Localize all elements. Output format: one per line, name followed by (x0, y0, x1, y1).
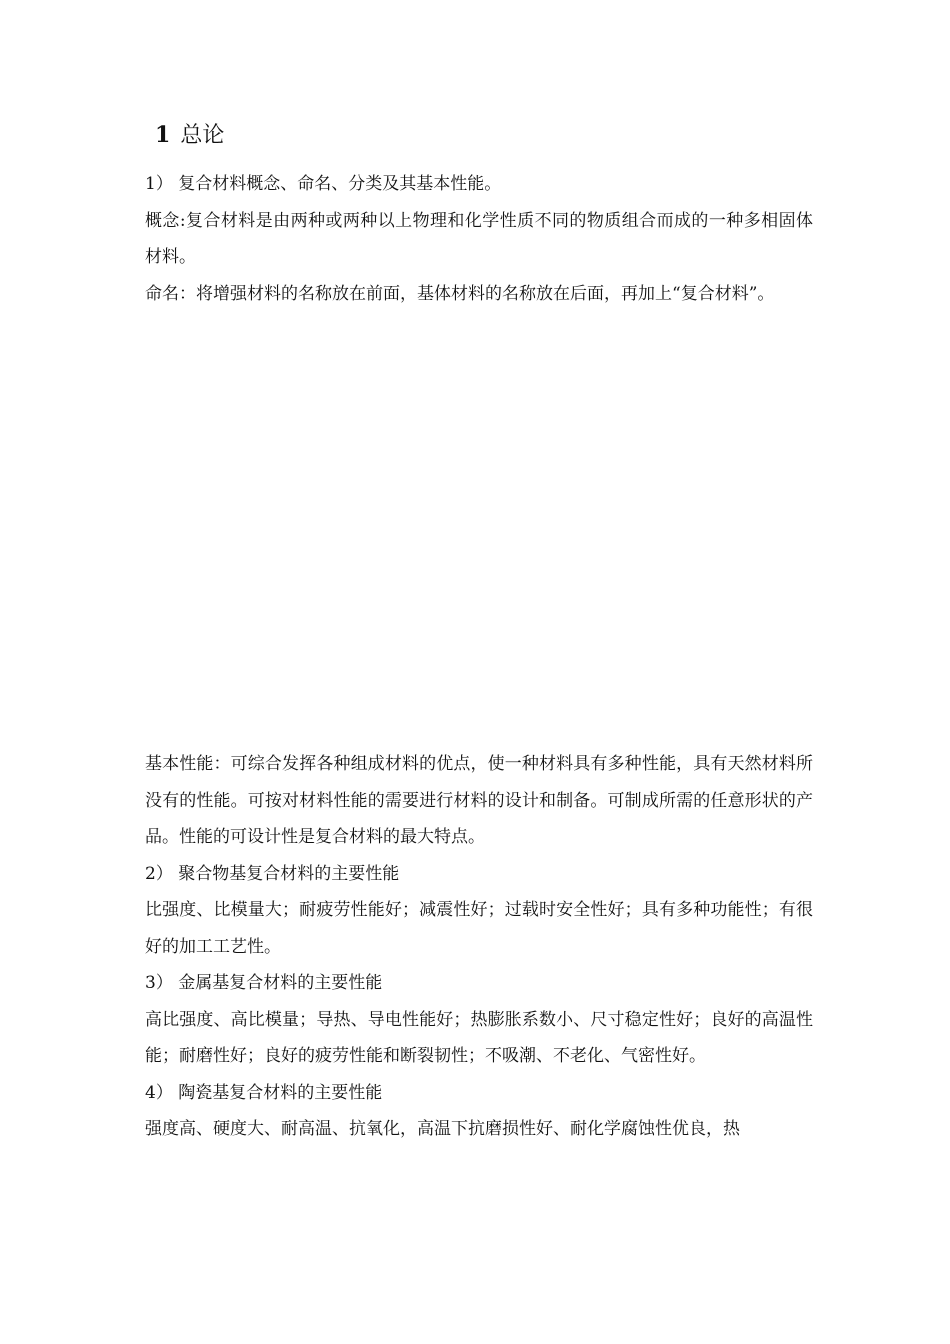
item-4-heading: 4） 陶瓷基复合材料的主要性能 (145, 1082, 383, 1103)
item-3-heading: 3） 金属基复合材料的主要性能 (145, 973, 383, 993)
section-title: 总论 (180, 123, 225, 148)
metal-properties-paragraph: 高比强度、高比模量；导热、导电性能好；热膨胀系数小、尺寸稳定性好；良好的高温性能；耐磨性好；良好的疲劳性能和断裂韧性；不吸潮、不老化、气密性好。 (145, 1009, 813, 1066)
basic-properties-paragraph: 基本性能：可综合发挥各种组成材料的优点，使一种材料具有多种性能，具有天然材料所没有的性能。可按对材料性能的需要进行材料的设计和制备。可制成所需的任意形状的产品。性能的可设计性是复合材料的最大特点。 (145, 754, 813, 847)
item-1-heading: 1） 复合材料概念、命名、分类及其基本性能。 (145, 174, 502, 194)
ceramic-properties-paragraph: 强度高、硬度大、耐高温、抗氧化，高温下抗磨损性好、耐化学腐蚀性优良，热 (145, 1119, 740, 1139)
polymer-properties-paragraph: 比强度、比模量大；耐疲劳性能好；减震性好；过载时安全性好；具有多种功能性；有很好的加工工艺性。 (145, 900, 813, 957)
top-text-block (145, 166, 813, 312)
concept-paragraph: 概念:复合材料是由两种或两种以上物理和化学性质不同的物质组合而成的一种多相固体材料。 (145, 210, 813, 267)
section-number: 1 (155, 122, 171, 148)
naming-paragraph: 命名：将增强材料的名称放在前面，基体材料的名称放在后面，再加上“复合材料”。 (145, 283, 775, 304)
bottom-text-block (145, 746, 813, 1148)
item-2-heading: 2） 聚合物基复合材料的主要性能 (145, 863, 400, 884)
section-heading (155, 120, 224, 151)
